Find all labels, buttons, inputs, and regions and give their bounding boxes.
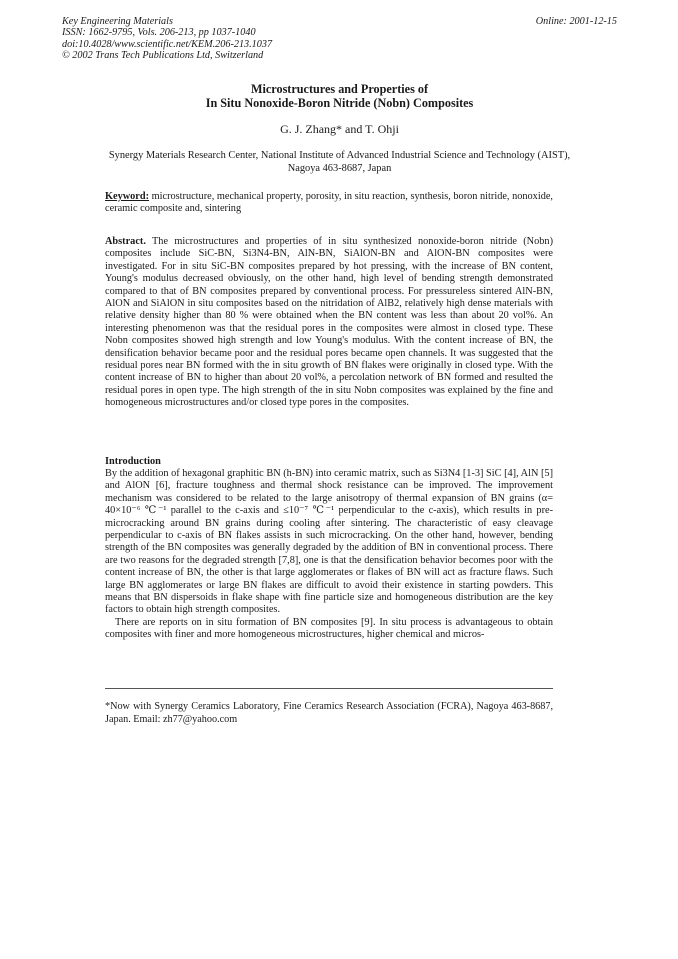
keywords-label: Keyword:: [105, 191, 150, 202]
abstract-label: Abstract.: [105, 236, 146, 247]
author-list: G. J. Zhang* and T. Ohji: [280, 122, 399, 136]
online-date: Online: 2001-12-15: [535, 16, 617, 27]
abstract-text: The microstructures and properties of in situ synthesized nonoxide-boron nitride (Nobn) composites include SiC-BN, Si3N4-BN, AlN-BN, SiAlON-BN and AlON-BN composites were investigated. For in situ SiC-BN composites prepared by hot pressing, with the increase of BN content, Young's modulus decreased obviously, on the other hand, high level of bending strength demonstrated compared to that of BN composites prepared by conventional process. For pressureless sintered AlN-BN, AlON and SiAlON in situ composites based on the nitridation of AlB2, relatively high dense materials with relative density higher than 80 % were obtained when the BN content was less than about 20 vol%. An interesting phenomenon was that the residual pores in the composites were almost in closed type. These Nobn composites showed high strength and low Young's modulus. With the content increase of BN, the densification behavior became poor and the residual pores became open channels. It was suggested that the residual pores near BN formed with the in situ growth of BN flakes were originally in closed type. With the content increase of BN to higher than about 20 vol%, a percolation network of BN formed and resulted the residual pores in open type. The high strength of the in situ Nobn composites was explained by the fine and homogeneous microstructures and/or closed type pores in the composites.: [105, 236, 553, 409]
title-line-1: Microstructures and Properties of: [250, 82, 429, 96]
author-affiliation: Synergy Materials Research Center, National Institute of Advanced Industrial Science and Technology (AIST), Nagoya 463-8687, Japan: [108, 150, 571, 174]
introduction-paragraph-2: There are reports on in situ formation of BN composites [9]. In situ process is advantageous to obtain composites with finer and more homogeneous microstructures, higher chemical and micros-: [105, 616, 553, 641]
doi-line: doi:10.4028/www.scientific.net/KEM.206-213.1037: [62, 38, 273, 50]
paper-title: [62, 82, 617, 110]
copyright-line: © 2002 Trans Tech Publications Ltd, Switzerland: [62, 50, 264, 62]
title-line-2: In Situ Nonoxide-Boron Nitride (Nobn) Composites: [205, 96, 474, 110]
keywords-text: microstructure, mechanical property, porosity, in situ reaction, synthesis, boron nitride, nonoxide, ceramic composite and, sintering: [105, 191, 553, 215]
introduction-paragraph-1: By the addition of hexagonal graphitic BN (h-BN) into ceramic matrix, such as Si3N4 [1-3] SiC [4], AlN [5] and AlON [6], fracture toughness and thermal shock resistance can be improved. The improvement mechanism was considered to be related to the large anisotropy of thermal expansion of BN grains (α= 40×10⁻⁶ ℃⁻¹ parallel to the c-axis and ≤10⁻⁷ ℃⁻¹ perpendicular to the c-axis), which results in pre-microcracking around BN grains during cooling after sintering. The characteristic of easy cleavage perpendicular to c-axis of BN flakes assists in such microcracking. On the other hand, however, bending strength of the BN composites was generally degraded by the addition of BN in conventional process. There are two reasons for the degraded strength [7,8], one is that the densification behavior becomes poor with the content increase of BN, the other is that large agglomerates or flakes of BN will act as fracture flaws. Such large BN agglomerates or large BN flakes are difficult to avoid their existence in starting powders. This means that BN dispersoids in flake shape with fine particle size and homogeneous distribution are the key factors to obtain high strength composites.: [105, 468, 553, 616]
journal-name: Key Engineering Materials: [62, 16, 173, 27]
keywords-section: [105, 191, 553, 216]
issn-line: ISSN: 1662-9795, Vols. 206-213, pp 1037-1040: [62, 27, 256, 39]
author-footnote: *Now with Synergy Ceramics Laboratory, Fine Ceramics Research Association (FCRA), Nagoya 463-8687, Japan. Email: zh77@yahoo.com: [105, 701, 553, 725]
introduction-section: [105, 468, 553, 642]
publication-header: [62, 16, 617, 62]
abstract-section: [105, 236, 553, 410]
footnote-divider: [105, 688, 553, 689]
introduction-heading: Introduction: [105, 456, 161, 467]
